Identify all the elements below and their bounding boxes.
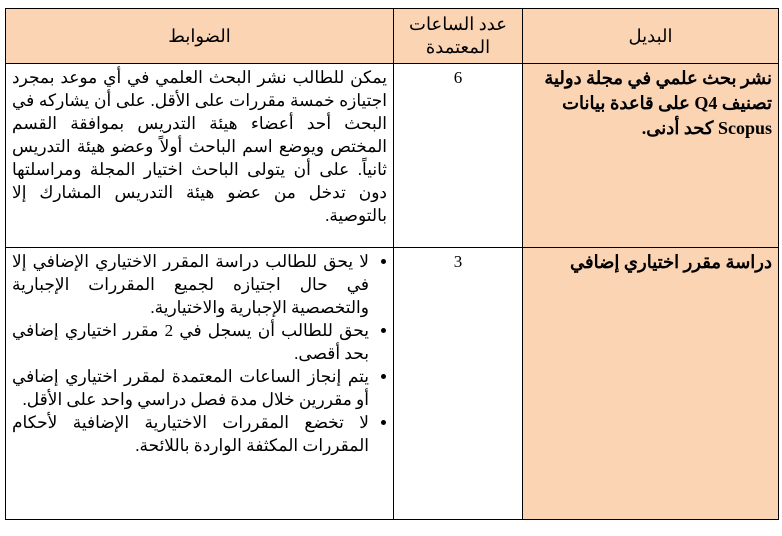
alternative-cell: نشر بحث علمي في مجلة دولية تصنيف Q4 على قاعدة بيانات Scopus كحد أدنى. [523,64,779,248]
rule-item: • لا يحق للطالب دراسة المقرر الاختياري الإضافي إلا في حال اجتيازه لجميع المقررات الإجبارية والتخصصية الإجبارية والاختيارية. [12,250,369,319]
header-hours: عدد الساعات المعتمدة [394,9,523,64]
rule-item: • لا تخضع المقررات الاختيارية الإضافية لأحكام المقررات المكثفة الواردة باللائحة. [12,411,369,457]
rules-list [12,250,387,457]
rule-item: • يحق للطالب أن يسجل في 2 مقرر اختياري إضافي بحد أقصى. [12,319,369,365]
alternatives-table [5,8,779,520]
header-alternative: البديل [523,9,779,64]
table-row [6,248,779,520]
rule-item: • يتم إنجاز الساعات المعتمدة لمقرر اختياري إضافي أو مقررين خلال مدة فصل دراسي واحد على الأقل. [12,365,369,411]
alternative-cell: دراسة مقرر اختياري إضافي [523,248,779,520]
hours-cell: 6 [394,64,523,248]
hours-cell: 3 [394,248,523,520]
header-rules: الضوابط [6,9,394,64]
table-row [6,64,779,248]
table-header-row [6,9,779,64]
rules-cell: يمكن للطالب نشر البحث العلمي في أي موعد بمجرد اجتيازه خمسة مقررات على الأقل. على أن يشاركه في البحث أحد أعضاء هيئة التدريس بموافقة القسم المختص ويوضع اسم الباحث أولاً وعضو هيئة التدريس ثانياً. على أن يتولى الباحث اختيار المجلة ومراسلتها دون تدخل من عضو هيئة التدريس المشارك إلا بالتوصية. [6,64,394,248]
rules-cell [6,248,394,520]
